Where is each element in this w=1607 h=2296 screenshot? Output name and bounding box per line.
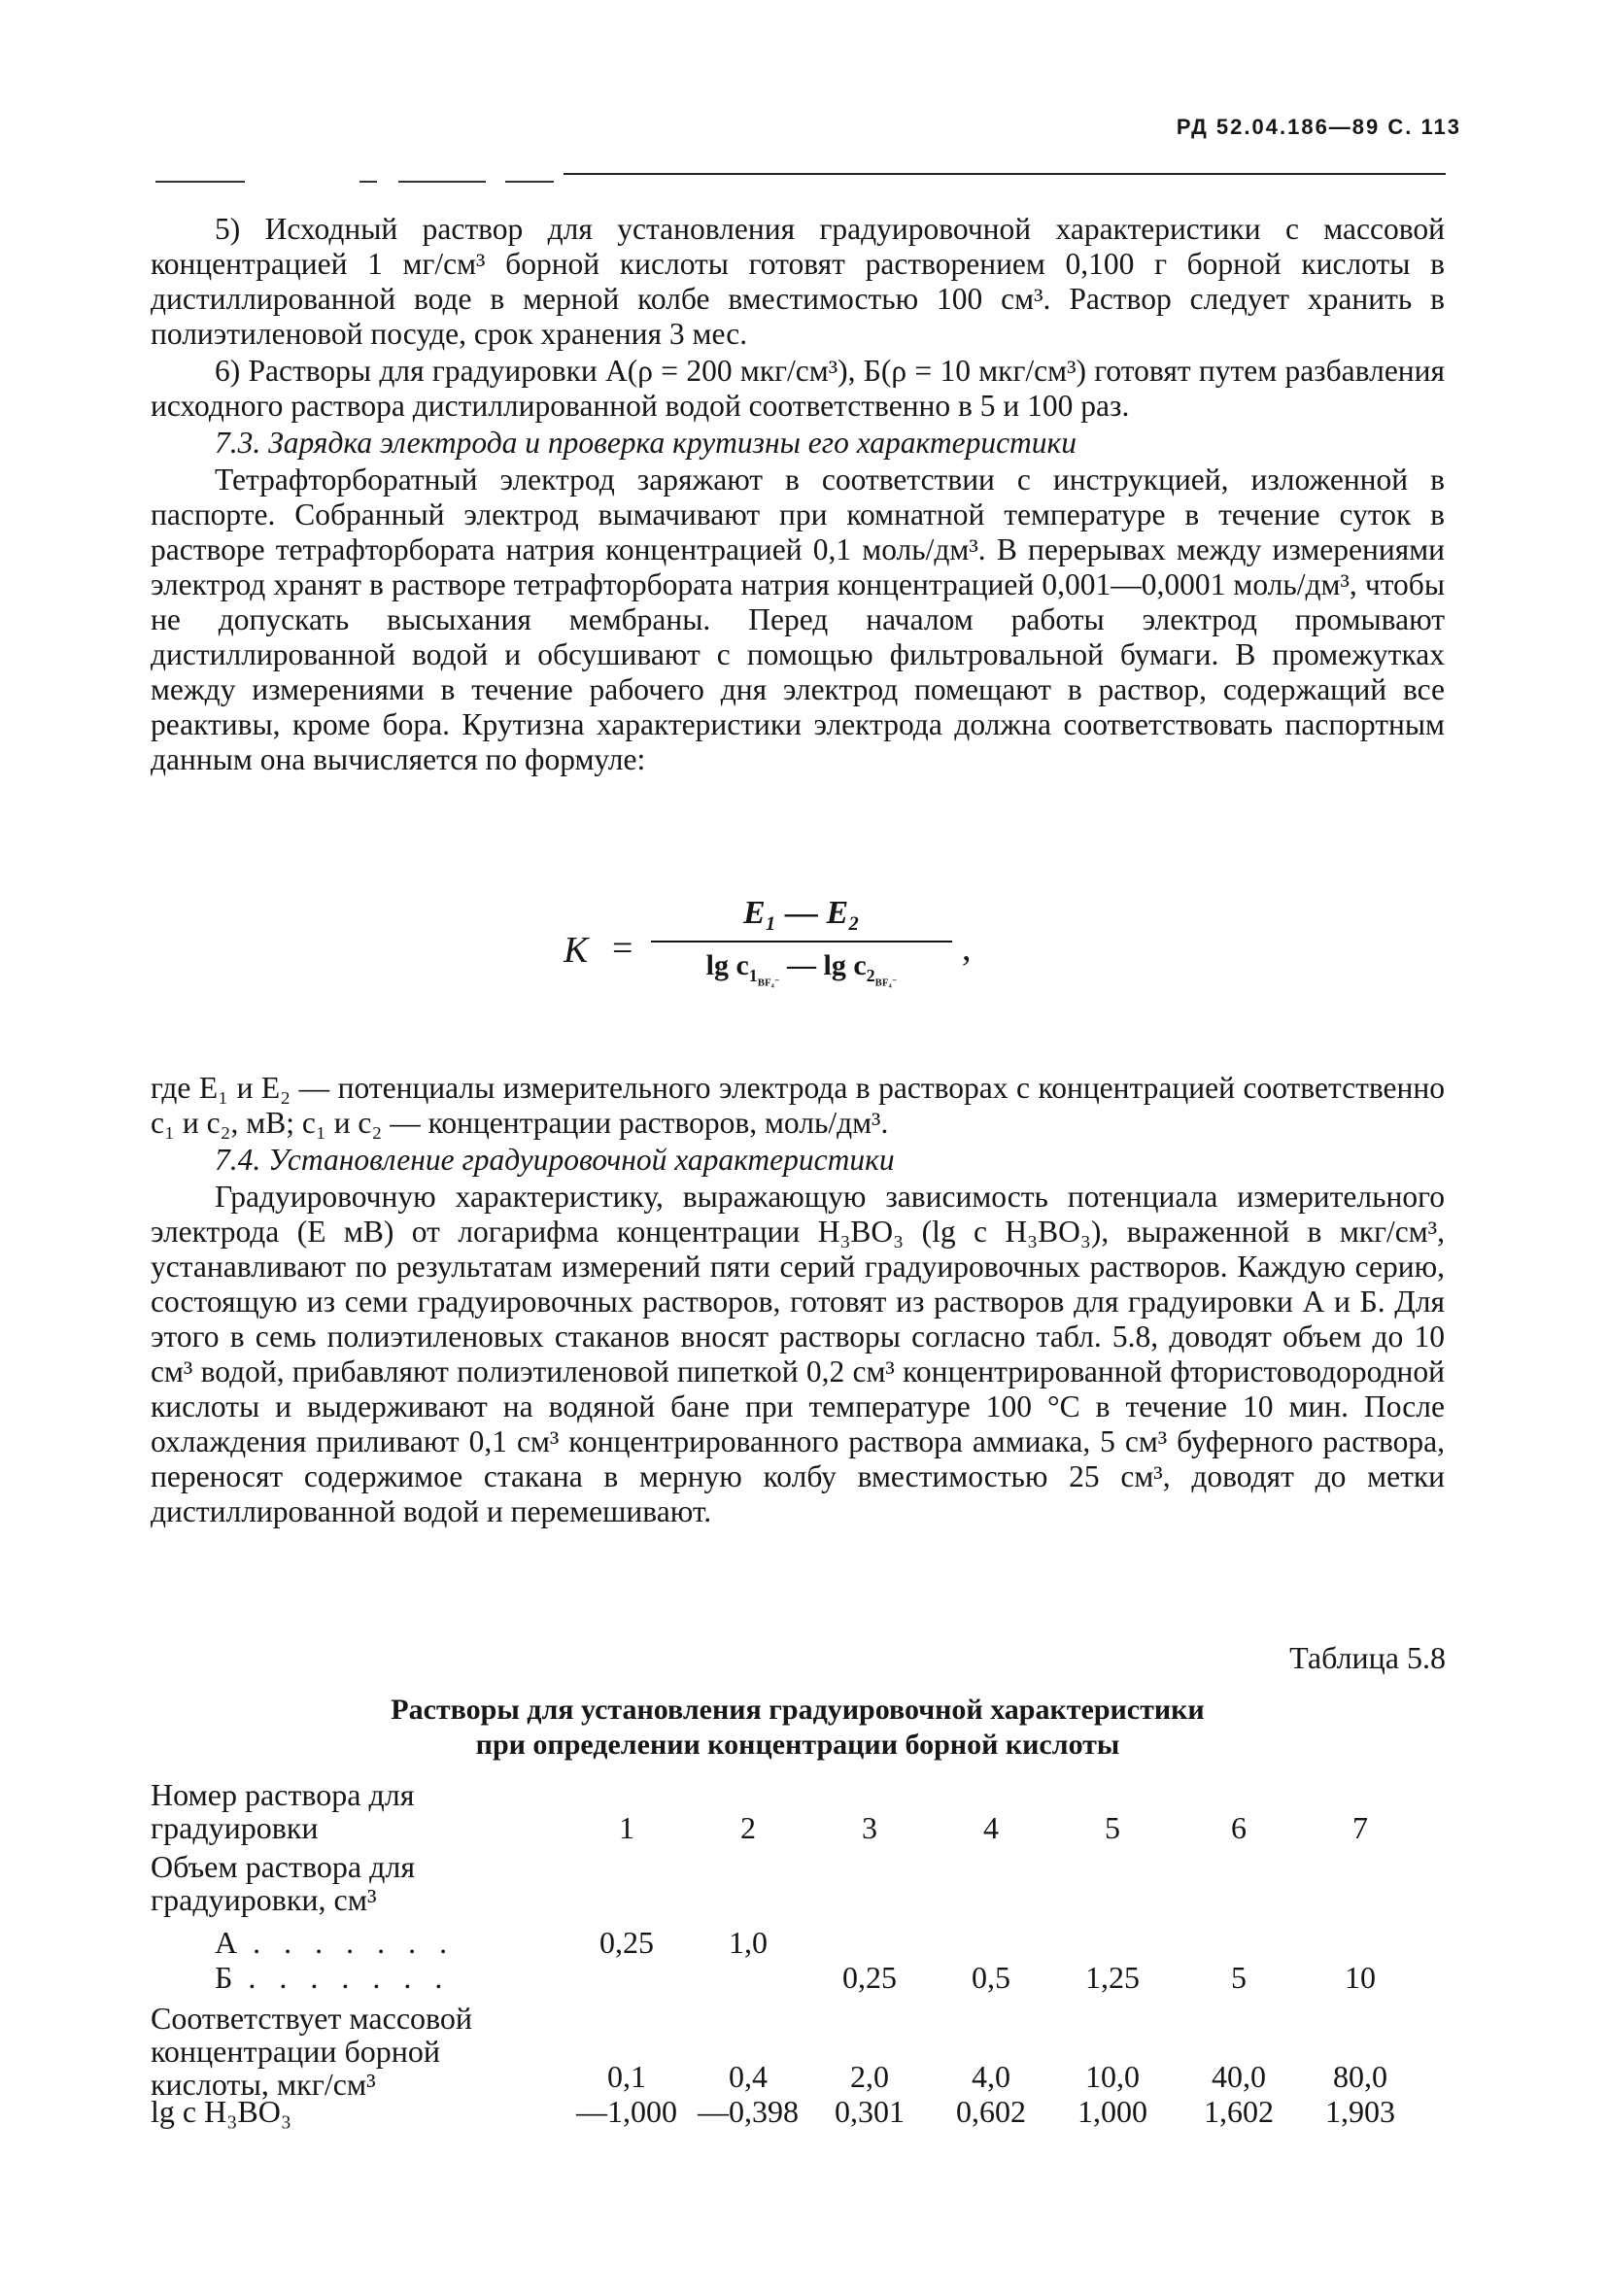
body-text-upper [151,212,1445,777]
den-sub2: 2 [866,966,875,985]
row-cells [539,1926,1559,1965]
row-label: Объем раствора для градуировки, см³ [151,1849,416,1917]
table-cell: 0,4 [729,2059,768,2094]
table-title-line1: Растворы для установления градуировочной характеристики [391,1694,1205,1726]
table-cell: 40,0 [1212,2059,1266,2094]
row-label-text: Б [215,1960,233,1995]
header-rule-fragment [359,181,377,183]
table-cell: 1,000 [1077,2094,1147,2129]
table-cell: 1 [619,1810,634,1845]
slope-formula [564,894,1010,1020]
paragraph-5: 5) Исходный раствор для установления градуировочной характеристики с массовой концентрацией 1 мг/см³ борной кислоты готовят растворением 0,100 г борной кислоты в дистиллированной воде в мерной колбе вместимостью 100 см³. Раствор следует хранить в полиэтиленовой посуде, срок хранения 3 мес. [151,212,1445,351]
table-cell: 4 [983,1810,999,1845]
table-cell: 6 [1231,1810,1247,1845]
heading-7-3-text: 7.3. Зарядка электрода и проверка крутизны его характеристики [215,426,1077,460]
row-label: Соответствует массовой концентрации борной кислоты, мкг/см³ [151,2001,473,2102]
den-lg2: lg c [823,949,867,981]
table-cell: —0,398 [698,2094,799,2129]
row-label: lg c H₃BO₃ [151,2094,291,2129]
page-header: РД 52.04.186—89 С. 113 [1176,115,1461,139]
table-cell: 0,25 [842,1960,897,1995]
den-minus: — [787,949,816,981]
table-title [151,1693,1445,1763]
formula-fraction [651,894,952,1001]
row-cells [539,2060,1559,2099]
formula-equals: = [612,928,633,969]
table-cell: —1,000 [576,2094,677,2129]
table-cell: 0,301 [835,2094,905,2129]
table-cell: 0,25 [599,1925,654,1960]
formula-numerator: E₁ — E₂ [742,895,861,931]
heading-7-4 [151,1143,1445,1178]
heading-7-4-text: 7.4. Установление градуировочной характеристики [215,1143,895,1177]
row-label: Номер раствора для градуировки [151,1777,415,1845]
table-cell: 10,0 [1085,2059,1140,2094]
leader-dots: . . . . . . . [232,1960,451,1995]
row-cells [539,1961,1559,2000]
den-lg1: lg c [705,949,749,981]
formula-denominator [651,948,952,1001]
table-cell: 4,0 [972,2059,1010,2094]
table-cell: 0,5 [972,1960,1010,1995]
paragraph-6: 6) Растворы для градуировки А(ρ = 200 мкг/см³), Б(ρ = 10 мкг/см³) готовят путем разбавления исходного раствора дистиллированной водой соответственно в 5 и 100 раз. [151,354,1445,423]
table-cell: 7 [1352,1810,1368,1845]
paragraph-where: где E₁ и E₂ — потенциалы измерительного электрода в растворах с концентрацией соответственно c₁ и c₂, мВ; c₁ и c₂ — концентрации растворов, моль/дм³. [151,1071,1445,1140]
formula-lhs: K [564,930,589,971]
header-rule-fragment [398,181,486,183]
row-label [151,1926,603,1959]
heading-7-3 [151,426,1445,461]
table-cell: 10 [1345,1960,1376,1995]
den-bf1: BF₄⁻ [757,977,780,989]
paragraph-7-3: Тетрафторборатный электрод заряжают в соответствии с инструкцией, изложенной в паспорте. Собранный электрод вымачивают при комнатной температуре в течение суток в растворе тетрафторбората натрия концентрацией 0,1 моль/дм³. В перерывах между измерениями электрод хранят в растворе тетрафторбората натрия концентрацией 0,001—0,0001 моль/дм³, чтобы не допускать высыхания мембраны. Перед началом работы электрод промывают дистиллированной водой и обсушивают с помощью фильтровальной бумаги. В промежутках между измерениями в течение рабочего дня электрод помещают в раствор, содержащий все реактивы, кроме бора. Крутизна характеристики электрода должна соответствовать паспортным данным она вычисляется по формуле: [151,463,1445,776]
den-sub1: 1 [748,966,758,985]
row-label [151,1961,603,1994]
paragraph-7-4: Градуировочную характеристику, выражающую зависимость потенциала измерительного электрода (E мВ) от логарифма концентрации H₃BO₃ (lg c H₃BO₃), выраженной в мкг/см³, устанавливают по результатам измерений пяти серий градуировочных растворов. Каждую серию, состоящую из семи градуировочных растворов, готовят из растворов для градуировки А и Б. Для этого в семь полиэтиленовых стаканов вносят растворы согласно табл. 5.8, доводят объем до 10 см³ водой, прибавляют полиэтиленовой пипеткой 0,2 см³ концентрированной фтористоводородной кислоты и выдерживают на водяной бане при температуре 100 °С в течение 10 мин. После охлаждения приливают 0,1 см³ концентрированного раствора аммиака, 5 см³ буферного раствора, переносят содержимое стакана в мерную колбу вместимостью 25 см³, доводят до метки дистиллированной водой и перемешивают. [151,1180,1445,1528]
den-bf2: BF₄⁻ [874,977,898,989]
leader-dots: . . . . . . . [237,1925,456,1960]
formula-comma: , [962,928,972,969]
table-cell: 3 [862,1810,877,1845]
header-rule [564,173,1446,175]
table-title-line2: при определении концентрации борной кислоты [475,1729,1120,1761]
table-cell: 2 [740,1810,756,1845]
table-cell: 5 [1231,1960,1247,1995]
table-cell: 0,602 [956,2094,1026,2129]
table-cell: 1,25 [1085,1960,1140,1995]
body-text-lower [151,1071,1445,1529]
table-cell: 2,0 [850,2059,889,2094]
table-cell: 5 [1105,1810,1120,1845]
table-label: Таблица 5.8 [1289,1640,1446,1675]
header-rule-fragment [155,181,245,183]
fraction-bar [651,941,952,942]
table-cell: 80,0 [1333,2059,1387,2094]
row-cells [539,2095,1559,2134]
row-cells [539,1811,1559,1850]
table-cell: 0,1 [607,2059,646,2094]
row-label-text: А [215,1925,238,1960]
table-cell: 1,0 [729,1925,768,1960]
table-cell: 1,903 [1325,2094,1395,2129]
header-rule-fragment [505,181,554,183]
table-cell: 1,602 [1204,2094,1274,2129]
